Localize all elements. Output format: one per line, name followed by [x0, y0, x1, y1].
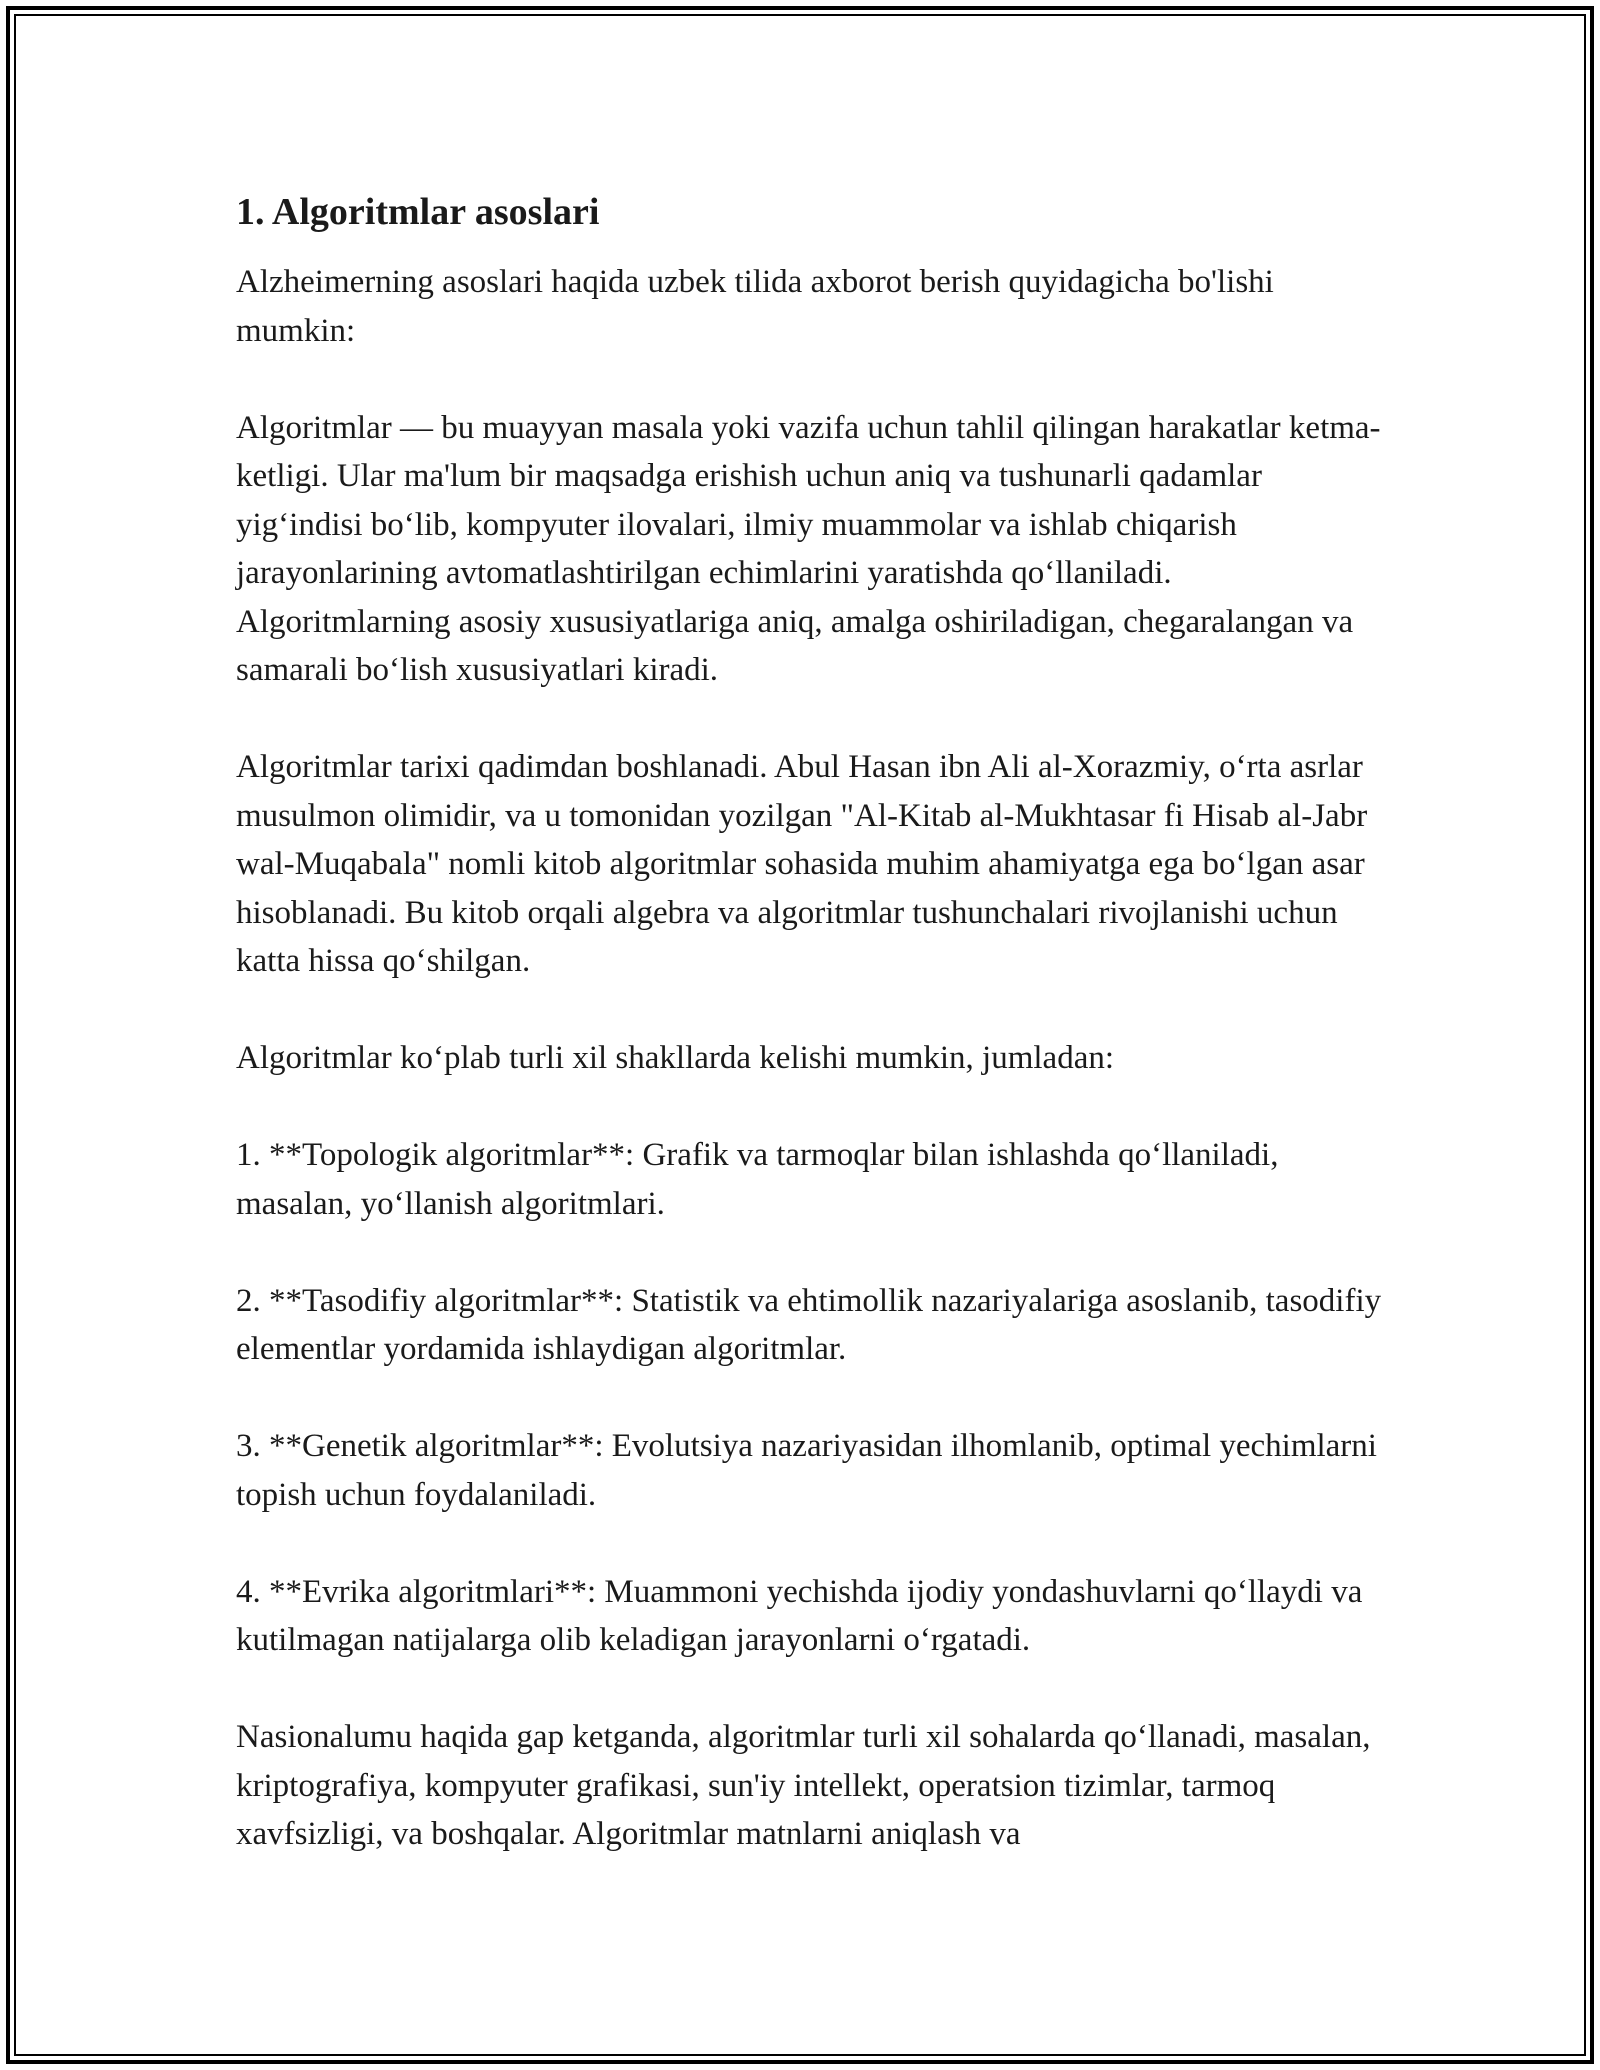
list-item-genetic: 3. **Genetik algoritmlar**: Evolutsiya nazariyasidan ilhomlanib, optimal yechimlarni topish uchun foydalaniladi.: [236, 1428, 1377, 1513]
list-item-randomized: 2. **Tasodifiy algoritmlar**: Statistik va ehtimollik nazariyalariga asoslanib, tasodifiy elementlar yordamida ishlaydigan algoritmlar.: [236, 1282, 1382, 1367]
paragraph-history: Algoritmlar tarixi qadimdan boshlanadi. Abul Hasan ibn Ali al-Xorazmiy, o‘rta asrlar musulmon olimidir, va u tomonidan yozilgan "Al-Kitab al-Mukhtasar fi Hisab al-Jabr wal-Muqabala" nomli kitob algoritmlar sohasida muhim ahamiyatga ega bo‘lgan asar hisoblanadi. Bu kitob orqali algebra va algoritmlar tushunchalari rivojlanishi uchun katta hissa qo‘shilgan.: [236, 749, 1368, 979]
paragraph-types-intro: Algoritmlar ko‘plab turli xil shakllarda kelishi mumkin, jumladan:: [236, 1040, 1115, 1076]
list-item-heuristic: 4. **Evrika algoritmlari**: Muammoni yechishda ijodiy yondashuvlarni qo‘llaydi va kutilmagan natijalarga olib keladigan jarayonlarni o‘rgatadi.: [236, 1573, 1363, 1658]
paragraph-applications: Nasionalumu haqida gap ketganda, algoritmlar turli xil sohalarda qo‘llanadi, masalan, kriptografiya, kompyuter grafikasi, sun'iy intellekt, operatsion tizimlar, tarmoq xavfsizligi, va boshqalar. Algoritmlar matnlarni aniqlash va: [236, 1719, 1371, 1852]
paragraph-definition: Algoritmlar — bu muayyan masala yoki vazifa uchun tahlil qilingan harakatlar ketma-ketligi. Ular ma'lum bir maqsadga erishish uchun aniq va tushunarli qadamlar yig‘indisi bo‘lib, kompyuter ilovalari, ilmiy muammolar va ishlab chiqarish jarayonlarining avtomatlashtirilgan echimlarini yaratishda qo‘llaniladi. Algoritmlarning asosiy xususiyatlariga aniq, amalga oshiriladigan, chegaralangan va samarali bo‘lish xususiyatlari kiradi.: [236, 409, 1381, 688]
section-heading: 1. Algoritmlar asoslari: [236, 191, 600, 233]
list-item-topological: 1. **Topologik algoritmlar**: Grafik va tarmoqlar bilan ishlashda qo‘llaniladi, masalan, yo‘llanish algoritmlari.: [236, 1137, 1279, 1222]
paragraph-intro: Alzheimerning asoslari haqida uzbek tilida axborot berish quyidagicha bo'lishi mumkin:: [236, 264, 1274, 349]
document-body: [236, 188, 1386, 1859]
